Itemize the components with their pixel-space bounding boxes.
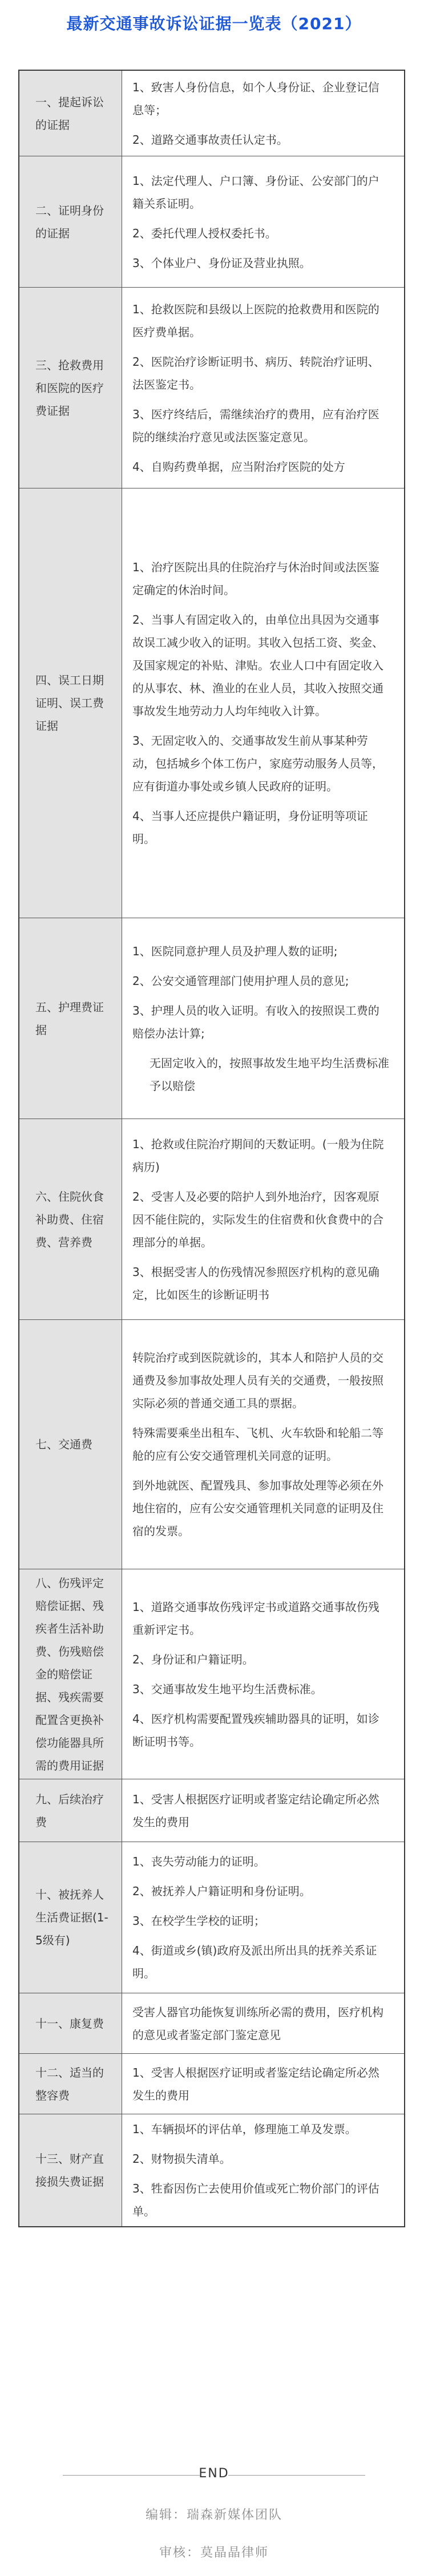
evidence-item: 2、委托代理人授权委托书。 [132, 226, 277, 240]
category-label: 五、护理费证据 [19, 918, 122, 1119]
evidence-content [122, 1320, 404, 1569]
evidence-content [122, 488, 404, 918]
table-row [19, 1993, 404, 2054]
category-label: 八、伤残评定赔偿证据、残疾者生活补助费、伤残赔偿金的赔偿证据、残疾需要配置含更换补偿功能器具所需的费用证据 [19, 1569, 122, 1779]
table-row [19, 156, 404, 288]
evidence-item: 3、牲畜因伤亡去使用价值或死亡物价部门的评估单。 [132, 2182, 379, 2218]
page-title: 最新交通事故诉讼证据一览表（2021） [66, 14, 362, 33]
evidence-item: 2、受害人及必要的陪护人到外地治疗，因客观原因不能住院的，实际发生的住宿费和伙食费中的合理部分的单据。 [132, 1189, 383, 1249]
category-label: 二、证明身份的证据 [19, 156, 122, 287]
category-label: 六、住院伙食补助费、住宿费、营养费 [19, 1119, 122, 1319]
reviewer-credit: 审核：莫晶晶律师 [159, 2546, 269, 2560]
evidence-item: 4、当事人还应提供户籍证明，身份证明等项证明。 [132, 809, 368, 846]
evidence-item: 1、致害人身份信息，如个人身份证、企业登记信息等； [132, 80, 379, 117]
table-row [19, 2054, 404, 2114]
table-row [19, 1842, 404, 1993]
evidence-content [122, 1842, 404, 1993]
evidence-item: 4、自购药费单据，应当附治疗医院的处方 [132, 459, 345, 474]
evidence-content [122, 2114, 404, 2226]
evidence-content [122, 918, 404, 1119]
evidence-content [122, 71, 404, 156]
evidence-content [122, 1993, 404, 2053]
evidence-item: 1、治疗医院出具的住院治疗与休治时间或法医鉴定确定的休治时间。 [132, 560, 379, 597]
evidence-item: 1、受害人根据医疗证明或者鉴定结论确定所必然发生的费用 [132, 2065, 379, 2102]
category-label: 一、提起诉讼的证据 [19, 71, 122, 156]
evidence-item: 4、医疗机构需要配置残疾辅助器具的证明，如诊断证明书等。 [132, 1711, 379, 1749]
category-label: 四、误工日期证明、误工费证据 [19, 488, 122, 918]
evidence-item: 1、车辆损坏的评估单，修理施工单及发票。 [132, 2122, 357, 2136]
table-row [19, 288, 404, 488]
evidence-item: 1、抢救或住院治疗期间的天数证明。(一般为住院病历) [132, 1137, 384, 1174]
evidence-item: 1、抢救医院和县级以上医院的抢救费用和医院的医疗费单据。 [132, 302, 379, 339]
evidence-item: 2、身份证和户籍证明。 [132, 1652, 254, 1666]
evidence-content [122, 1569, 404, 1779]
category-label: 十二、适当的整容费 [19, 2054, 122, 2114]
table-row [19, 71, 404, 156]
table-row [19, 2114, 404, 2226]
evidence-item: 3、交通事故发生地平均生活费标准。 [132, 1682, 322, 1696]
evidence-item: 3、根据受害人的伤残情况参照医疗机构的意见确定，比如医生的诊断证明书 [132, 1265, 379, 1302]
evidence-content [122, 1779, 404, 1842]
evidence-item: 3、护理人员的收入证明。有收入的按照误工费的赔偿办法计算; [132, 1003, 379, 1040]
evidence-content [122, 1119, 404, 1319]
evidence-item: 1、法定代理人、户口簿、身份证、公安部门的户籍关系证明。 [132, 173, 379, 211]
category-label: 三、抢救费用和医院的医疗费证据 [19, 288, 122, 488]
evidence-item: 2、当事人有固定收入的，由单位出具因为交通事故误工减少收入的证明。其收入包括工资、奖金、及国家规定的补贴、津贴。农业人口中有固定收入的从事农、林、渔业的在业人员，其收入按照交通事故发生地劳动力人均年纯收入计算。 [132, 613, 383, 718]
table-row [19, 1779, 404, 1842]
table-row [19, 488, 404, 918]
table-row [19, 918, 404, 1119]
evidence-item: 3、在校学生学校的证明； [132, 1914, 265, 1928]
evidence-item: 4、街道或乡(镇)政府及派出所出具的抚养关系证明。 [132, 1944, 377, 1980]
category-label: 十一、康复费 [19, 1993, 122, 2053]
evidence-item: 1、道路交通事故伤残评定书或道路交通事故伤残重新评定书。 [132, 1600, 379, 1637]
evidence-content [122, 288, 404, 488]
category-label: 九、后续治疗费 [19, 1779, 122, 1842]
evidence-item: 2、公安交通管理部门使用护理人员的意见; [132, 974, 349, 988]
category-label: 十、被抚养人生活费证据(1-5级有) [19, 1842, 122, 1993]
category-label: 七、交通费 [19, 1320, 122, 1569]
evidence-item: 1、丧失劳动能力的证明。 [132, 1855, 265, 1868]
evidence-content [122, 156, 404, 287]
evidence-item: 1、受害人根据医疗证明或者鉴定结论确定所必然发生的费用 [132, 1792, 379, 1829]
table-row [19, 1119, 404, 1320]
category-label: 十三、财产直接损失费证据 [19, 2114, 122, 2226]
table-row [19, 1569, 404, 1779]
evidence-item: 受害人器官功能恢复训练所必需的费用，医疗机构的意见或者鉴定部门鉴定意见 [132, 2005, 383, 2042]
evidence-table [18, 70, 405, 2227]
evidence-item: 3、个体业户、身份证及营业执照。 [132, 256, 311, 270]
evidence-content [122, 2054, 404, 2114]
evidence-item: 特殊需要乘坐出租车、飞机、火车软卧和轮船二等舱的应有公安交通管理机关同意的证明。 [132, 1426, 383, 1463]
evidence-item: 到外地就医、配置残具、参加事故处理等必须在外地住宿的，应有公安交通管理机关同意的证明及住宿的发票。 [132, 1479, 383, 1538]
end-mark: END [199, 2466, 229, 2481]
evidence-item: 2、医院治疗诊断证明书、病历、转院治疗证明、法医鉴定书。 [132, 354, 379, 391]
evidence-item: 1、医院同意护理人员及护理人数的证明; [132, 944, 338, 958]
evidence-item: 无固定收入的，按照事故发生地平均生活费标准予以赔偿 [150, 1056, 389, 1093]
evidence-item: 2、财物损失清单。 [132, 2152, 231, 2166]
table-row [19, 1320, 404, 1569]
evidence-item: 3、医疗终结后，需继续治疗的费用，应有治疗医院的继续治疗意见或法医鉴定意见。 [132, 407, 379, 444]
evidence-item: 3、无固定收入的、交通事故发生前从事某种劳动，包括城乡个体工伤户，家庭劳动服务人员等，应有街道办事处或乡镇人民政府的证明。 [132, 734, 383, 793]
editor-credit: 编辑：瑞森新媒体团队 [145, 2508, 282, 2522]
evidence-item: 2、道路交通事故责任认定书。 [132, 132, 288, 147]
evidence-item: 转院治疗或到医院就诊的，其本人和陪护人员的交通费及参加事故处理人员有关的交通费，一般按照实际必须的普通交通工具的票据。 [132, 1351, 383, 1410]
evidence-item: 2、被抚养人户籍证明和身份证明。 [132, 1884, 311, 1898]
